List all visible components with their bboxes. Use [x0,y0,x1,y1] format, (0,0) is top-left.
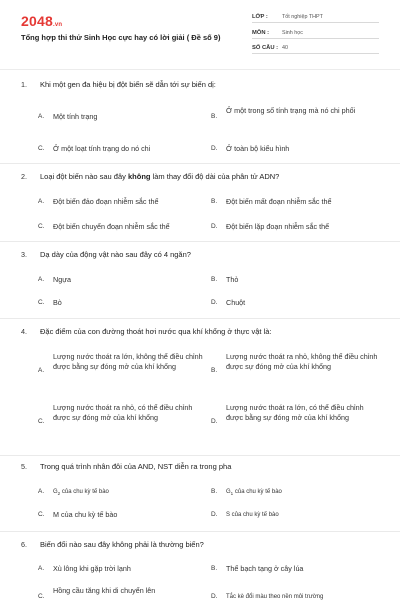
option-text-rest: của chu kỳ tế bào [60,489,109,495]
option-text: S của chu kỳ tế bào [226,512,279,518]
option-text-rest: của chu kỳ tế bào [233,489,282,495]
option-text: Lượng nước thoát ra nhỏ, có thể điều chỉnh được sự đóng mở của khí khổng [53,403,193,422]
option-text: Xù lông khi gặp trời lạnh [53,564,131,573]
option-text: Hồng cầu tăng khi di chuyển lên [53,586,156,595]
question-text-part: làm thay đổi độ dài của phân tử ADN? [150,172,280,181]
option-text: Đột biến lặp đoạn nhiễm sắc thể [226,222,330,231]
option-letter: D. [211,299,218,306]
question-divider [0,318,400,319]
option-letter: C. [38,299,45,306]
question-number: 3. [21,250,27,259]
option-text: Đột biến chuyển đoạn nhiễm sắc thể [53,222,170,231]
document-title: Tổng hợp thi thử Sinh Học cực hay có lời giải ( Đề số 9) [21,33,221,42]
question-divider [0,163,400,164]
option-text: Ngựa [53,275,71,284]
option-letter: B. [211,565,218,572]
document-header [0,0,400,70]
meta-socau-row [252,45,379,54]
meta-mon-row [252,30,379,39]
option-text: Lượng nước thoát ra lớn, có thể điều chỉnh được bằng sự đóng mở của khí khổng [226,403,364,422]
question-text [40,172,385,182]
header-divider [0,69,400,70]
option-letter: D. [211,593,218,600]
option-letter: B. [211,488,218,495]
option-letter: C. [38,418,45,425]
question-number: 5. [21,462,27,471]
option-letter: C. [38,223,45,230]
question-text-emphasis: không [128,172,151,181]
logo-main: 2048 [21,13,53,29]
phase-subscript: 2 [57,491,61,497]
question-text: Dạ dày của động vật nào sau đây có 4 ngăn? [40,250,191,259]
site-logo[interactable] [21,13,62,29]
option-letter: A. [38,113,45,120]
option-letter: B. [211,276,218,283]
question-number: 6. [21,540,27,549]
option-text: Đột biến mất đoạn nhiễm sắc thể [226,197,332,206]
question-text: Đặc điểm của con đường thoát hơi nước qua khí khổng ở thực vật là: [40,327,272,336]
question-text: Trong quá trình nhân đôi của AND, NST diễn ra trong pha [40,462,232,471]
option-letter: C. [38,593,45,600]
option-letter: A. [38,367,45,374]
option-text: Thỏ [226,275,239,284]
option-letter: A. [38,488,45,495]
phase-subscript: 1 [230,491,234,497]
option-letter: B. [211,367,218,374]
option-text: Ở toàn bộ kiểu hình [226,144,290,153]
option-letter: D. [211,145,218,152]
option-letter: D. [211,418,218,425]
option-text [53,487,109,499]
option-letter: A. [38,198,45,205]
meta-lop-value: Tốt nghiệp THPT [282,14,323,20]
question-text: Khi một gen đa hiệu bị đột biến sẽ dẫn tới sự biến dị: [40,80,216,89]
phase-symbol: G [226,489,231,495]
option-letter: B. [211,113,218,120]
question-divider [0,241,400,242]
question-divider [0,455,400,456]
option-text: M của chu kỳ tế bào [53,510,118,519]
question-divider [0,531,400,532]
option-text: Tắc kè đổi màu theo nền môi trường [226,594,324,600]
meta-lop-row [252,14,379,23]
meta-mon-value: Sinh học [282,30,303,36]
option-text: Lượng nước thoát ra nhỏ, không thể điều chỉnh được sự đóng mở của khí khổng [226,352,378,371]
option-text: Chuột [226,298,246,307]
option-text [226,487,282,499]
meta-mon-label: MÔN : [252,30,270,36]
option-text: Bò [53,298,62,307]
question-text-part: Loại đột biến nào sau đây [40,172,128,181]
meta-lop-label: LỚP : [252,14,268,20]
logo-tld: .vn [52,22,63,28]
option-letter: B. [211,198,218,205]
option-text: Ở một trong số tính trạng mà nó chi phối [226,106,356,115]
option-text: Đột biến đảo đoạn nhiễm sắc thể [53,197,159,206]
option-letter: A. [38,276,45,283]
question-number: 2. [21,172,27,181]
question-number: 4. [21,327,27,336]
option-letter: C. [38,511,45,518]
question-number: 1. [21,80,27,89]
option-text: Ở một loạt tính trạng do nó chi [53,144,151,153]
meta-socau-label: SỐ CÂU : [252,45,279,51]
option-letter: C. [38,145,45,152]
option-text: Một tính trạng [53,112,98,121]
option-text: Lượng nước thoát ra lớn, không thể điều chỉnh được bằng sự đóng mở của khí khổng [53,352,203,371]
option-letter: A. [38,565,45,572]
meta-socau-value: 40 [282,45,288,51]
phase-symbol: G [53,489,58,495]
option-letter: D. [211,223,218,230]
option-text: Thể bạch tạng ở cây lúa [226,564,304,573]
question-text: Biến đổi nào sau đây không phải là thường biến? [40,540,204,549]
option-letter: D. [211,511,218,518]
